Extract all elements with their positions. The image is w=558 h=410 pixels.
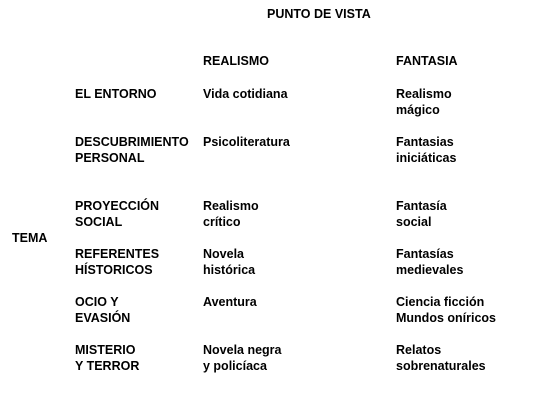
- row-label-referentes: REFERENTES HÍSTORICOS: [75, 247, 160, 277]
- column-header-fantasia: FANTASIA: [396, 54, 458, 68]
- cell-fantasia-misterio: Relatos sobrenaturales: [396, 343, 486, 373]
- cell-realismo-entorno: Vida cotidiana: [203, 87, 288, 101]
- page-title: PUNTO DE VISTA: [267, 7, 371, 21]
- cell-realismo-ocio: Aventura: [203, 295, 257, 309]
- cell-realismo-descubrimiento: Psicoliteratura: [203, 135, 290, 149]
- cell-fantasia-entorno: Realismo mágico: [396, 87, 452, 117]
- cell-realismo-misterio: Novela negra y policíaca: [203, 343, 282, 373]
- row-label-ocio: OCIO Y EVASIÓN: [75, 295, 131, 325]
- row-label-proyeccion: PROYECCIÓN SOCIAL: [75, 199, 160, 229]
- column-header-realismo: REALISMO: [203, 54, 269, 68]
- cell-realismo-referentes: Novela histórica: [203, 247, 256, 277]
- cell-fantasia-ocio: Ciencia ficción Mundos oníricos: [396, 295, 496, 325]
- cell-realismo-proyeccion: Realismo crítico: [203, 199, 259, 229]
- row-label-descubrimiento: DESCUBRIMIENTO PERSONAL: [75, 135, 189, 165]
- row-axis-label-tema: TEMA: [12, 231, 48, 245]
- row-label-entorno: EL ENTORNO: [75, 87, 157, 101]
- cell-fantasia-referentes: Fantasías medievales: [396, 247, 464, 277]
- cell-fantasia-descubrimiento: Fantasias iniciáticas: [396, 135, 457, 165]
- cell-fantasia-proyeccion: Fantasía social: [396, 199, 447, 229]
- row-label-misterio: MISTERIO Y TERROR: [75, 343, 140, 373]
